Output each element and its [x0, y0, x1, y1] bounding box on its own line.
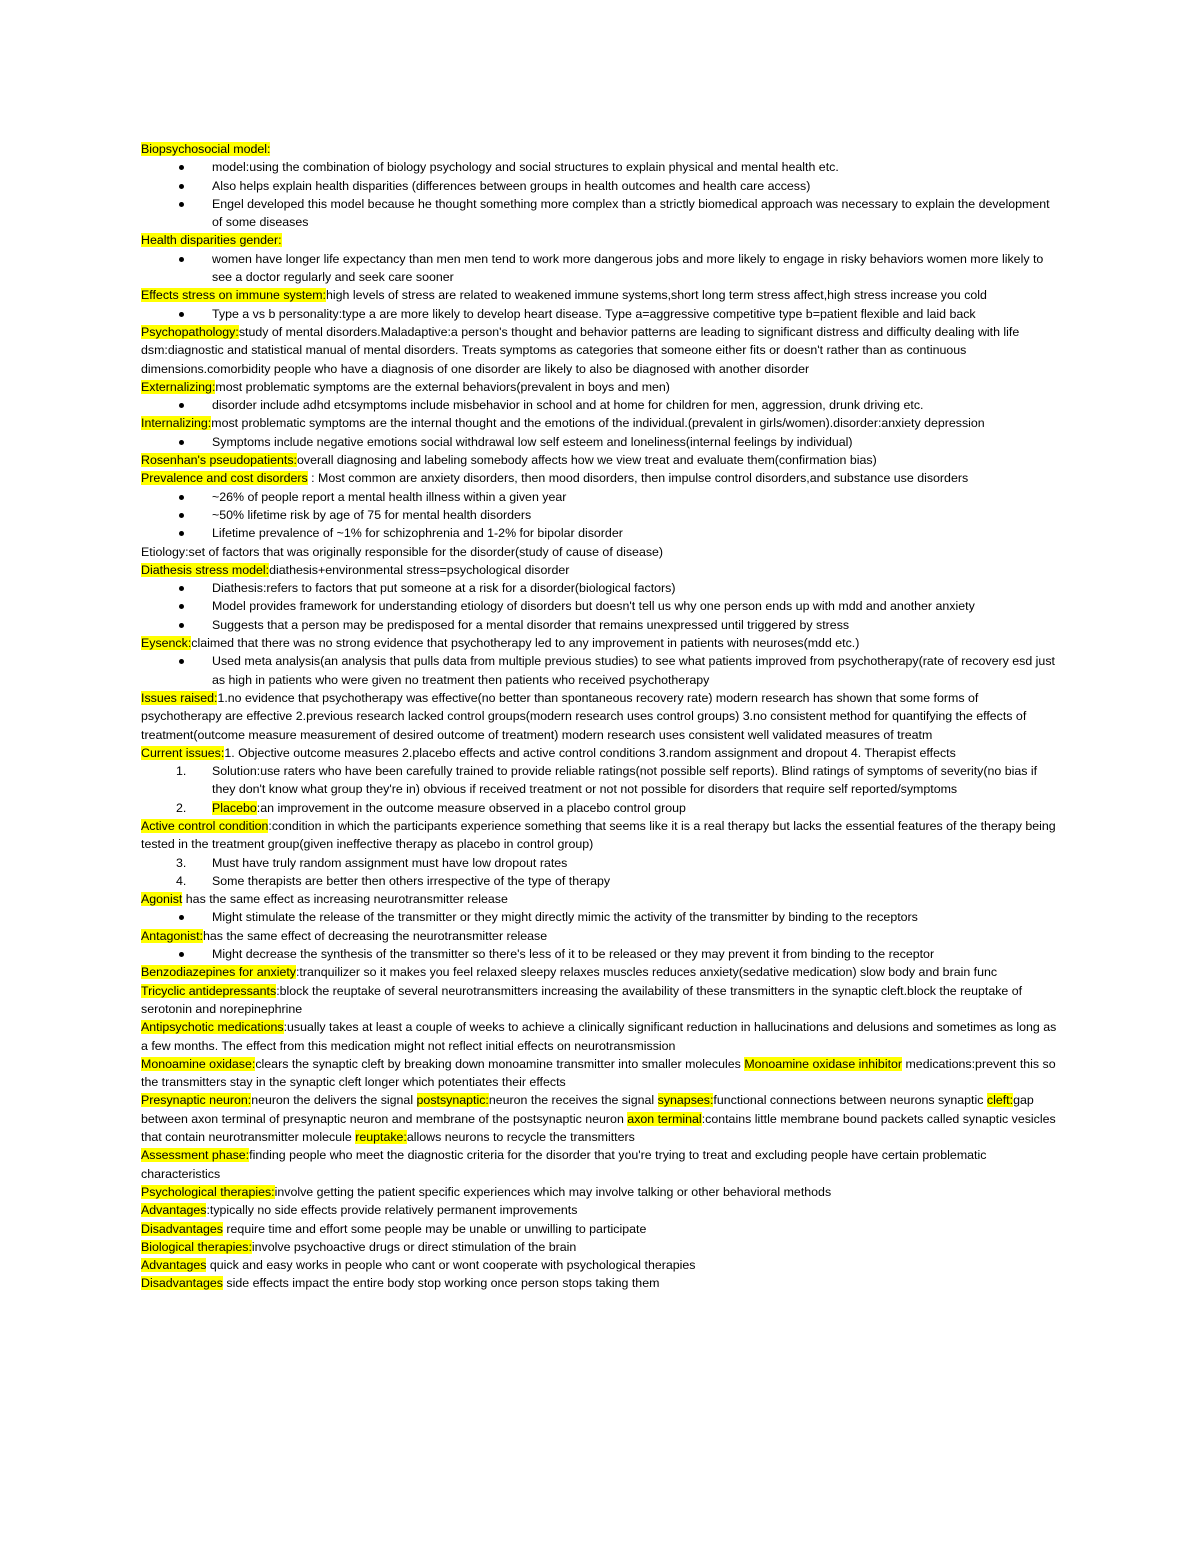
highlighted-term: Tricyclic antidepressants [141, 983, 277, 998]
highlighted-term: Rosenhan's pseudopatients: [141, 453, 297, 468]
paragraph [141, 1201, 1061, 1219]
paragraph-text: :contains little membrane bound packets called synaptic vesicles that contain neurotransmitter molecule [141, 1111, 1056, 1145]
paragraph-text: quick and easy works in people who cant or wont cooperate with psychological therapies [206, 1258, 696, 1273]
paragraph [141, 543, 1061, 561]
bullet-list [141, 396, 1061, 414]
paragraph [141, 634, 1061, 652]
paragraph-text: involve psychoactive drugs or direct stimulation of the brain [251, 1239, 577, 1254]
paragraph [141, 451, 1061, 469]
highlighted-term: axon terminal [627, 1111, 702, 1126]
highlighted-term: Monoamine oxidase: [141, 1056, 256, 1071]
paragraph [141, 890, 1061, 908]
list-item [141, 872, 1061, 890]
list-item-text: Must have truly random assignment must have low dropout rates [212, 855, 568, 870]
paragraph [141, 414, 1061, 432]
highlighted-term: Presynaptic neuron: [141, 1093, 252, 1108]
paragraph-text: :typically no side effects provide relatively permanent improvements [206, 1203, 578, 1218]
highlighted-term: Agonist [141, 892, 183, 907]
paragraph [141, 1220, 1061, 1238]
paragraph [141, 963, 1061, 981]
bullet-list [141, 250, 1061, 287]
bullet-list [141, 488, 1061, 543]
highlighted-term: synapses: [657, 1093, 714, 1108]
list-number: 2. [176, 800, 187, 815]
bullet-list [141, 652, 1061, 689]
highlighted-term: Diathesis stress model: [141, 562, 270, 577]
highlighted-term: Antipsychotic medications [141, 1020, 284, 1035]
paragraph-text: :usually takes at least a couple of weeks to achieve a clinically significant reduction in hallucinations and delusions and sometimes as long as a few months. The effect from this medication might not reflect initial effects on neurotransmission [141, 1020, 1057, 1053]
list-item: Diathesis:refers to factors that put someone at a risk for a disorder(biological factors) [141, 579, 1061, 597]
paragraph [141, 744, 1061, 762]
paragraph [141, 561, 1061, 579]
paragraph-text: study of mental disorders.Maladaptive:a person's thought and behavior patterns are leading to significant distress and difficulty dealing with life dsm:diagnostic and statistical manual of mental disorders. Treats symptoms as categories that someone either fits or doesn't rather than as continuous dimensions.comorbidity people who have a diagnosis of one disorder are likely to also be diagnosed with another disorder [141, 324, 1020, 376]
paragraph-text: neuron the receives the signal [488, 1093, 658, 1108]
highlighted-term: Internalizing: [141, 416, 212, 431]
paragraph-text: allows neurons to recycle the transmitters [406, 1130, 635, 1145]
paragraph-text: most problematic symptoms are the external behaviors(prevalent in boys and men) [215, 379, 670, 394]
paragraph [141, 1183, 1061, 1201]
paragraph [141, 982, 1061, 1019]
paragraph-text: involve getting the patient specific experiences which may involve talking or other behavioral methods [274, 1184, 832, 1199]
paragraph-text: side effects impact the entire body stop working once person stops taking them [222, 1276, 660, 1291]
list-item [141, 854, 1061, 872]
highlighted-term: cleft: [986, 1093, 1014, 1108]
list-number: 3. [176, 855, 187, 870]
paragraph [141, 1055, 1061, 1092]
list-item: Engel developed this model because he thought something more complex than a strictly biomedical approach was necessary to explain the development of some diseases [141, 195, 1061, 232]
highlighted-term: Assessment phase: [141, 1148, 250, 1163]
paragraph-text: :condition in which the participants experience something that seems like it is a real therapy but lacks the essential features of the therapy being tested in the treatment group(given ineffective therapy as placebo in control group) [141, 818, 1056, 852]
paragraph [141, 323, 1061, 378]
list-item: ~50% lifetime risk by age of 75 for mental health disorders [141, 506, 1061, 524]
paragraph-text: most problematic symptoms are the internal thought and the emotions of the individual.(prevalent in girls/women).disorder:anxiety depression [211, 416, 985, 431]
paragraph [141, 140, 1061, 158]
paragraph-text: has the same effect as increasing neurotransmitter release [182, 892, 508, 907]
list-item-text: :an improvement in the outcome measure observed in a placebo control group [256, 800, 686, 815]
paragraph [141, 1238, 1061, 1256]
highlighted-term: Disadvantages [141, 1221, 223, 1236]
paragraph-text: Etiology:set of factors that was originally responsible for the disorder(study of cause of disease) [141, 544, 664, 559]
highlighted-term: Advantages [141, 1203, 207, 1218]
list-item: women have longer life expectancy than men men tend to work more dangerous jobs and more likely to engage in risky behaviors women more likely to see a doctor regularly and seek care sooner [141, 250, 1061, 287]
document-page [141, 140, 1061, 1293]
paragraph [141, 469, 1061, 487]
paragraph [141, 1256, 1061, 1274]
list-item: ~26% of people report a mental health illness within a given year [141, 488, 1061, 506]
paragraph [141, 1274, 1061, 1292]
list-item-text: Solution:use raters who have been carefully trained to provide reliable ratings(not possible self reports). Blind ratings of symptoms of severity(no bias if they don't know what group they're in) obvious if received treatment or not not possible for disorders that require self reported/symptoms [212, 764, 1038, 797]
paragraph [141, 689, 1061, 744]
highlighted-term: Advantages [141, 1258, 207, 1273]
list-item [141, 762, 1061, 799]
paragraph [141, 927, 1061, 945]
highlighted-term: Current issues: [141, 745, 225, 760]
list-item: Suggests that a person may be predisposed for a mental disorder that remains unexpressed until triggered by stress [141, 616, 1061, 634]
paragraph [141, 378, 1061, 396]
highlighted-term: Biopsychosocial model: [141, 142, 271, 156]
list-item: Model provides framework for understanding etiology of disorders but doesn't tell us why one person ends up with mdd and another anxiety [141, 597, 1061, 615]
paragraph-text: :tranquilizer so it makes you feel relaxed sleepy relaxes muscles reduces anxiety(sedative medication) slow body and brain func [295, 965, 998, 980]
highlighted-term: Eysenck: [141, 636, 192, 651]
highlighted-term: Psychological therapies: [141, 1184, 275, 1199]
highlighted-term: Externalizing: [141, 379, 216, 394]
paragraph-text: :block the reuptake of several neurotransmitters increasing the availability of these transmitters in the synaptic cleft.block the reuptake of serotonin and norepinephrine [141, 983, 1023, 1016]
numbered-list [141, 854, 1061, 891]
highlighted-term: reuptake: [355, 1130, 407, 1145]
paragraph [141, 1018, 1061, 1055]
paragraph-text: neuron the delivers the signal [251, 1093, 417, 1108]
paragraph-text: finding people who meet the diagnostic criteria for the disorder that you're trying to treat and excluding people have certain problematic characteristics [141, 1148, 987, 1181]
paragraph-text: clears the synaptic cleft by breaking down monoamine transmitter into smaller molecules [255, 1056, 745, 1071]
paragraph-text: 1. Objective outcome measures 2.placebo effects and active control conditions 3.random assignment and dropout 4. Therapist effects [224, 745, 956, 760]
list-number: 1. [176, 764, 187, 779]
paragraph-text: require time and effort some people may be unable or unwilling to participate [222, 1221, 647, 1236]
highlighted-term: Issues raised: [141, 690, 218, 705]
paragraph [141, 1091, 1061, 1146]
list-item-text: Some therapists are better then others irrespective of the type of therapy [212, 873, 611, 888]
list-item: Also helps explain health disparities (differences between groups in health outcomes and health care access) [141, 177, 1061, 195]
bullet-list [141, 433, 1061, 451]
paragraph-text: has the same effect of decreasing the neurotransmitter release [203, 928, 548, 943]
list-item: Lifetime prevalence of ~1% for schizophrenia and 1-2% for bipolar disorder [141, 524, 1061, 542]
highlighted-term: Monoamine oxidase inhibitor [744, 1056, 903, 1071]
list-item: disorder include adhd etcsymptoms include misbehavior in school and at home for children for men, aggression, drunk driving etc. [141, 396, 1061, 414]
paragraph-text: high levels of stress are related to weakened immune systems,short long term stress affect,high stress increase you cold [326, 288, 987, 303]
paragraph-text: functional connections between neurons synaptic [713, 1093, 987, 1108]
paragraph-text: medications:prevent this so the transmitters stay in the synaptic cleft longer which potentiates their effects [141, 1056, 1056, 1090]
paragraph [141, 231, 1061, 249]
list-item [141, 799, 1061, 817]
highlighted-term: Placebo [212, 800, 257, 815]
list-item: Might stimulate the release of the transmitter or they might directly mimic the activity of the transmitter by binding to the receptors [141, 908, 1061, 926]
list-item: Used meta analysis(an analysis that pulls data from multiple previous studies) to see what patients improved from psychotherapy(rate of recovery esd just as high in patients who were given no treatment then patients who received psychotherapy [141, 652, 1061, 689]
paragraph-text: gap between axon terminal of presynaptic neuron and membrane of the postsynaptic neuron [141, 1093, 1034, 1126]
bullet-list [141, 158, 1061, 231]
list-item: Type a vs b personality:type a are more likely to develop heart disease. Type a=aggressive competitive type b=patient flexible and laid back [141, 305, 1061, 323]
highlighted-term: postsynaptic: [416, 1093, 489, 1108]
list-item: Might decrease the synthesis of the transmitter so there's less of it to be released or they may prevent it from binding to the receptor [141, 945, 1061, 963]
list-number: 4. [176, 873, 187, 888]
paragraph-text: overall diagnosing and labeling somebody affects how we view treat and evaluate them(confirmation bias) [296, 453, 877, 468]
highlighted-term: Benzodiazepines for anxiety [141, 965, 296, 980]
highlighted-term: Biological therapies: [141, 1239, 252, 1254]
bullet-list [141, 579, 1061, 634]
paragraph [141, 286, 1061, 304]
paragraph-text: : Most common are anxiety disorders, then mood disorders, then impulse control disorders,and substance use disorders [307, 471, 969, 486]
paragraph-text: claimed that there was no strong evidence that psychotherapy led to any improvement in patients with neuroses(mdd etc.) [191, 636, 860, 651]
list-item: model:using the combination of biology psychology and social structures to explain physical and mental health etc. [141, 158, 1061, 176]
bullet-list [141, 945, 1061, 963]
highlighted-term: Antagonist: [141, 928, 203, 943]
highlighted-term: Disadvantages [141, 1276, 223, 1291]
highlighted-term: Psychopathology: [141, 324, 239, 339]
bullet-list [141, 305, 1061, 323]
paragraph [141, 817, 1061, 854]
numbered-list [141, 762, 1061, 817]
bullet-list [141, 908, 1061, 926]
highlighted-term: Health disparities gender: [141, 233, 282, 248]
highlighted-term: Prevalence and cost disorders [141, 471, 308, 486]
list-item: Symptoms include negative emotions social withdrawal low self esteem and loneliness(internal feelings by individual) [141, 433, 1061, 451]
paragraph-text: diathesis+environmental stress=psychological disorder [269, 562, 570, 577]
paragraph [141, 1146, 1061, 1183]
highlighted-term: Active control condition [141, 818, 269, 833]
paragraph-text: 1.no evidence that psychotherapy was effective(no better than spontaneous recovery rate) modern research has shown that some forms of psychotherapy are effective 2.previous research lacked control groups(modern research uses control groups) 3.no consistent method for quantifying the effects of treatment(outcome measure measurement of desired outcome of treatment) modern research uses consistent well validated measures of treatm [141, 690, 1027, 742]
highlighted-term: Effects stress on immune system: [141, 288, 327, 303]
